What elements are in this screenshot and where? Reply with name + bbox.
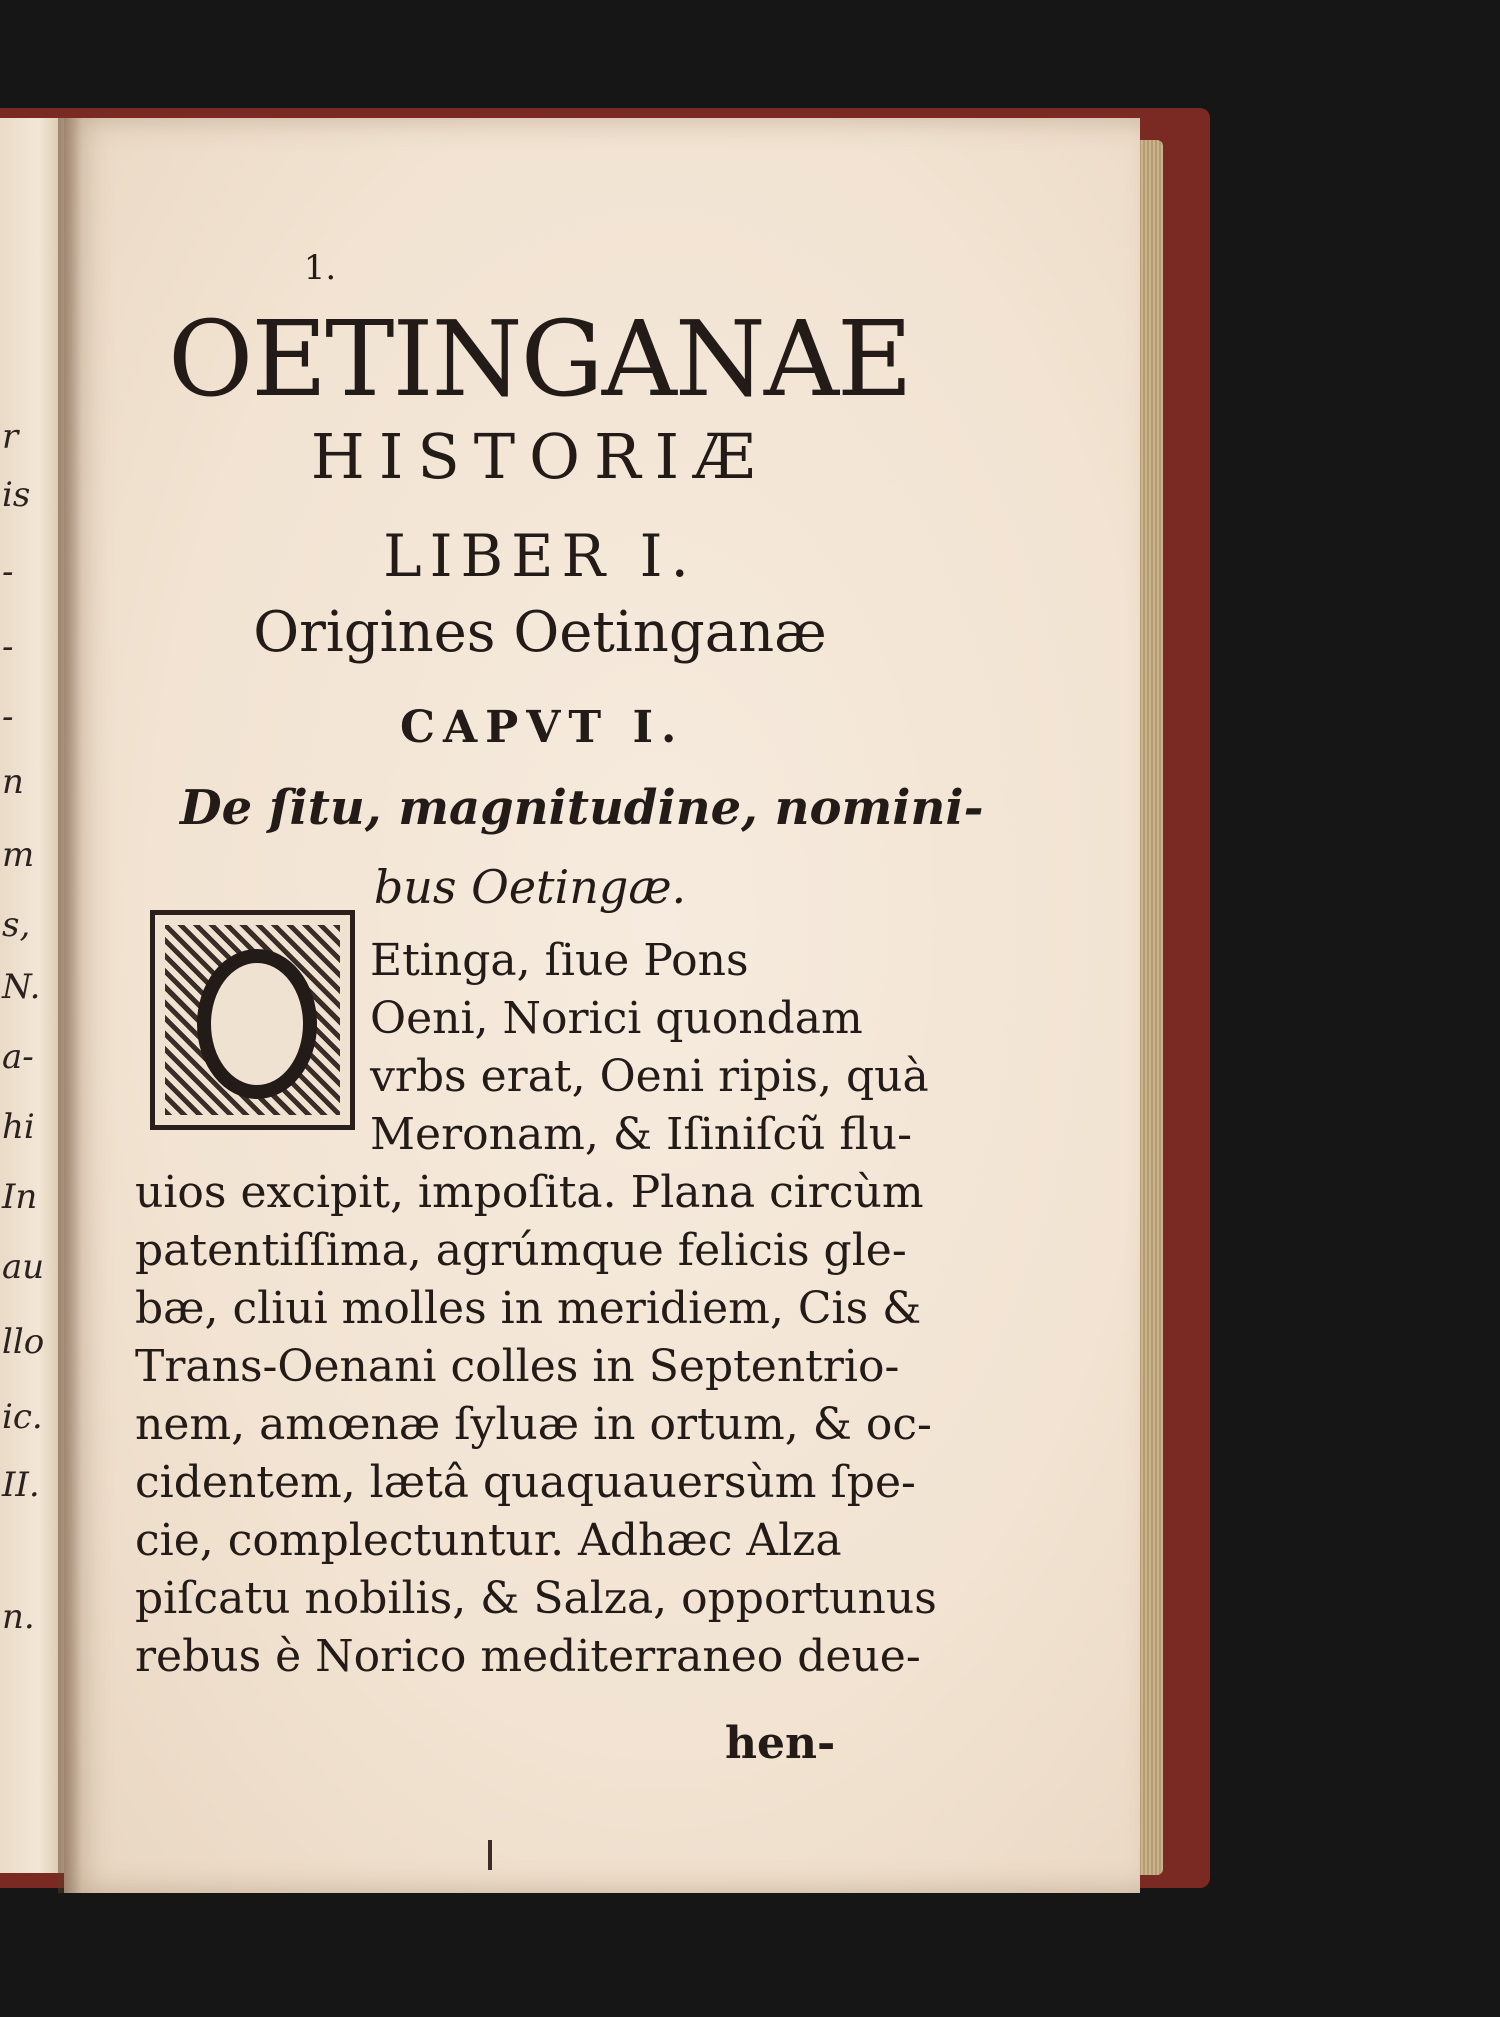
left-margin-fragment: -	[2, 627, 14, 667]
left-margin-fragment: n.	[2, 1597, 35, 1637]
decorated-initial-o	[150, 910, 355, 1130]
left-margin-fragment: is	[2, 475, 31, 515]
left-margin-fragment: s,	[2, 905, 31, 945]
catchword: hen-	[725, 1718, 836, 1769]
body-line: patentiſſima, agrúmque felicis gle-	[135, 1225, 907, 1276]
left-margin-fragment: -	[2, 697, 14, 737]
chapter-heading-line-1: De ſitu, magnitudine, nomini-	[180, 780, 984, 836]
title-line-1: OETINGANAE	[168, 298, 911, 420]
left-margin-fragment: llo	[2, 1322, 45, 1362]
body-line: uios excipit, impoſita. Plana circùm	[135, 1167, 924, 1218]
ink-mark	[488, 1840, 492, 1870]
folio-number: 1.	[303, 248, 337, 288]
title-line-3: LIBER I.	[383, 522, 697, 590]
body-line: nem, amœnæ ſyluæ in ortum, & oc-	[135, 1399, 932, 1450]
title-line-4: Origines Oetinganæ	[253, 600, 827, 665]
body-line: piſcatu nobilis, & Salza, opportunus	[135, 1573, 937, 1624]
book-gutter-shadow	[58, 118, 82, 1893]
left-margin-fragment: ic.	[2, 1397, 43, 1437]
body-line: rebus è Norico mediterraneo deue-	[135, 1631, 921, 1682]
chapter-heading-line-2: bus Oetingæ.	[373, 860, 687, 914]
left-margin-fragment: In	[2, 1177, 38, 1217]
initial-letter-o	[197, 949, 317, 1099]
body-line: Trans-Oenani colles in Septentrio-	[135, 1341, 900, 1392]
left-margin-fragment: au	[2, 1247, 45, 1287]
body-line: cidentem, lætâ quaquauersùm ſpe-	[135, 1457, 916, 1508]
left-margin-fragment: r	[2, 417, 19, 457]
body-line: Oeni, Norici quondam	[370, 993, 863, 1044]
title-line-2: HISTORIÆ	[310, 420, 770, 493]
body-line: cie, complectuntur. Adhæc Alza	[135, 1515, 842, 1566]
chapter-title: CAPVT I.	[400, 702, 685, 753]
left-page	[0, 118, 64, 1873]
left-margin-fragment: m	[2, 835, 35, 875]
body-line: Etinga, ſiue Pons	[370, 935, 749, 986]
left-margin-fragment: N.	[2, 967, 41, 1007]
left-margin-fragment: hi	[2, 1107, 35, 1147]
body-line: bæ, cliui molles in meridiem, Cis &	[135, 1283, 922, 1334]
left-margin-fragment: -	[2, 552, 14, 592]
left-margin-fragment: n	[2, 762, 24, 802]
body-line: Meronam, & Iſiniſcũ flu-	[370, 1109, 912, 1160]
body-line: vrbs erat, Oeni ripis, quà	[370, 1051, 929, 1102]
left-margin-fragment: a-	[2, 1037, 34, 1077]
left-margin-fragment: II.	[2, 1465, 40, 1505]
